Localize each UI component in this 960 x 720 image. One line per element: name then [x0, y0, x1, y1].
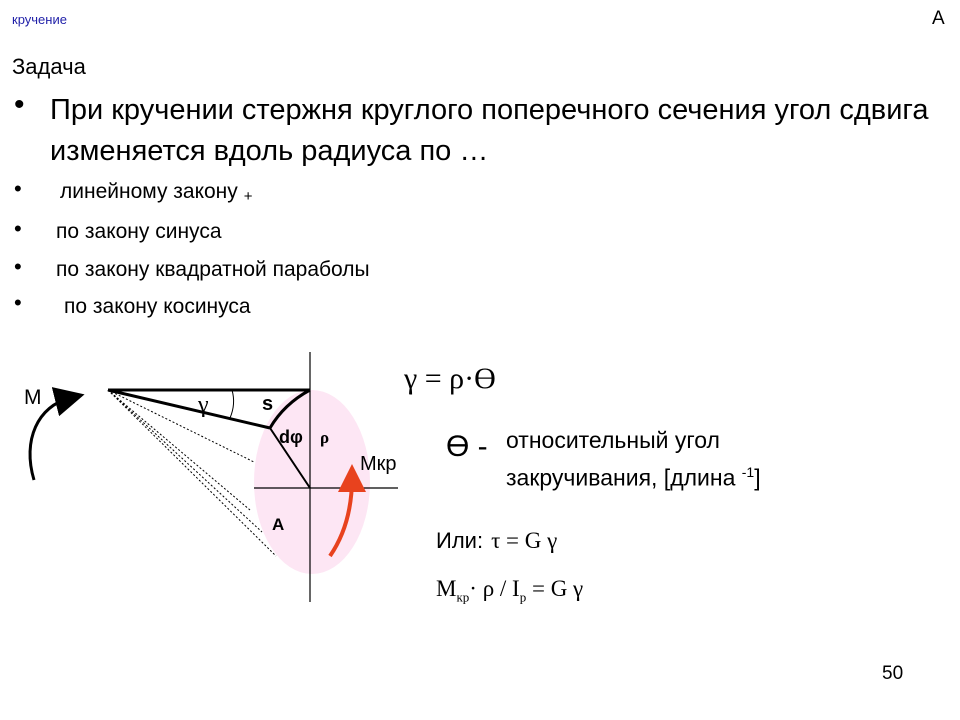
label-s: s — [262, 393, 274, 415]
label-dphi: dφ — [279, 427, 303, 447]
formula-gamma: γ = ρ·ϴ — [404, 362, 496, 395]
correct-mark: + — [243, 188, 253, 205]
question-text: При кручении стержня круглого поперечного сечения угол сдвига изменяется вдоль радиуса по … — [50, 94, 929, 167]
option-bullet: • — [14, 290, 22, 315]
label-rho: ρ — [320, 428, 330, 447]
or-label: Или: — [436, 528, 484, 553]
torsion-diagram — [0, 340, 420, 620]
theta-desc-power: -1 — [741, 464, 755, 480]
formula-moment — [436, 576, 583, 606]
dotted-line — [108, 390, 262, 532]
polar-subscript: p — [519, 589, 527, 605]
option-bullet: • — [14, 176, 22, 201]
option-linear — [60, 180, 253, 204]
option-bullet: • — [14, 216, 22, 241]
dotted-line — [108, 390, 276, 556]
header-topic: кручение — [12, 12, 67, 27]
theta-desc-text: относительный угол закручивания, [длина — [506, 427, 742, 491]
or-formula — [436, 528, 557, 554]
label-m: M — [24, 386, 42, 409]
question-bullet: • — [14, 88, 25, 121]
moment-end: = G γ — [526, 576, 584, 601]
option-bullet: • — [14, 254, 22, 279]
option-parabola: по закону квадратной параболы — [56, 258, 370, 281]
sheared-generator — [108, 390, 270, 428]
page-number: 50 — [882, 663, 904, 684]
option-sine: по закону синуса — [56, 220, 222, 243]
label-a: A — [272, 515, 285, 534]
formula-tau: τ = G γ — [491, 528, 558, 553]
angle-gamma-arc — [230, 390, 234, 418]
moment-arrow — [30, 398, 70, 480]
theta-description — [506, 424, 836, 494]
moment-subscript: кр — [456, 589, 470, 605]
task-label: Задача — [12, 54, 86, 79]
moment-symbol: M — [436, 576, 457, 601]
theta-symbol: ϴ - — [446, 430, 488, 463]
theta-desc-bracket: ] — [754, 464, 761, 491]
option-text: линейному закону — [60, 180, 238, 203]
moment-middle: · ρ / I — [469, 576, 520, 601]
corner-letter: A — [932, 8, 945, 29]
option-cosine: по закону косинуса — [64, 295, 251, 318]
label-mkr: Mкр — [360, 453, 397, 475]
label-gamma: γ — [198, 392, 209, 418]
dotted-line — [108, 390, 254, 462]
